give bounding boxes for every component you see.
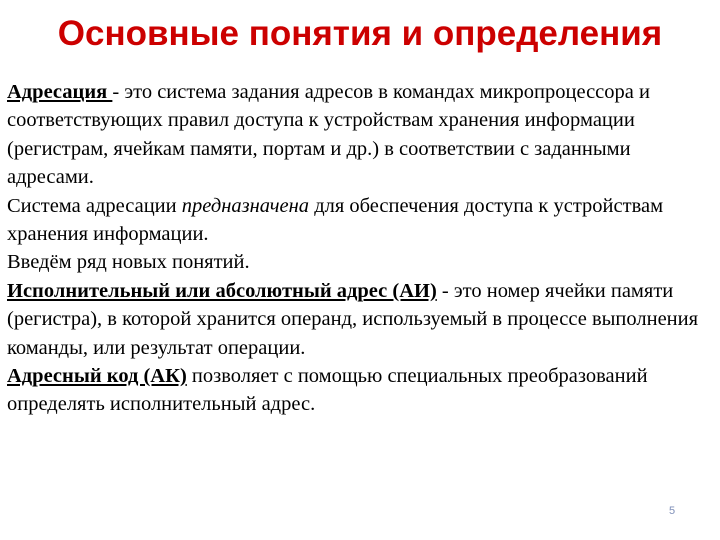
paragraph-absolute-address — [7, 277, 713, 362]
paragraph-address-code — [7, 362, 713, 419]
paragraph-addressing — [7, 78, 713, 192]
term-absolute-address: Исполнительный или абсолютный адрес (АИ) — [7, 279, 437, 302]
purpose-text-start: Система адресации — [7, 194, 182, 217]
definition-address-code: позволяет с помощью специальных преобразований определять исполнительный адрес. — [7, 365, 648, 416]
slide-title: Основные понятия и определения — [57, 14, 663, 53]
purpose-text-end: для обеспечения доступа к устройствам хранения информации. — [7, 194, 664, 246]
purpose-emphasis: предназначена — [181, 194, 310, 217]
slide-body — [7, 78, 713, 419]
paragraph-addressing-purpose — [7, 192, 713, 249]
definition-addressing: - это система задания адресов в командах микропроцессора и соответствующих правил доступа к устройствам хранения информации (регистрам, ячейкам памяти, портам и др.) в соответствии с заданными адресами. — [7, 81, 650, 189]
paragraph-intro-concepts: Введём ряд новых понятий. — [7, 251, 250, 274]
page-number: 5 — [668, 505, 676, 517]
term-address-code: Адресный код (АК) — [7, 365, 187, 388]
term-addressing: Адресация — [7, 81, 113, 103]
definition-absolute-address: - это номер ячейки памяти (регистра), в которой хранится операнд, используемый в процессе выполнения команды, или результат операции. — [7, 279, 699, 359]
